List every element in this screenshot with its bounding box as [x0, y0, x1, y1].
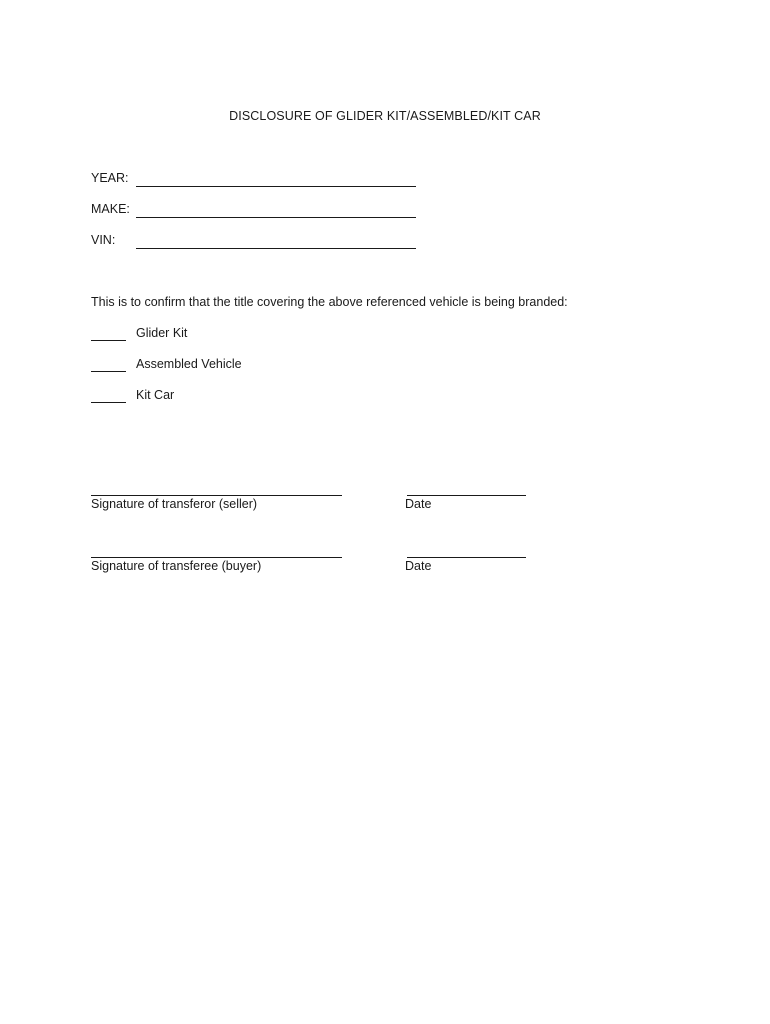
glider-kit-blank[interactable] [91, 340, 126, 341]
vin-input-line[interactable] [136, 248, 416, 249]
glider-kit-label: Glider Kit [136, 326, 188, 340]
make-field [91, 202, 431, 220]
option-assembled-vehicle [91, 357, 391, 375]
make-input-line[interactable] [136, 217, 416, 218]
transferee-date-label: Date [405, 559, 432, 573]
transferor-date-label: Date [405, 497, 432, 511]
transferor-signature-line[interactable] [91, 495, 342, 496]
year-label: YEAR: [91, 171, 129, 185]
transferee-signature-label: Signature of transferee (buyer) [91, 559, 262, 573]
transferor-signature-label: Signature of transferor (seller) [91, 497, 258, 511]
transferor-date-line[interactable] [407, 495, 526, 496]
option-glider-kit [91, 326, 391, 344]
vin-label: VIN: [91, 233, 116, 247]
make-label: MAKE: [91, 202, 130, 216]
assembled-vehicle-label: Assembled Vehicle [136, 357, 242, 371]
assembled-vehicle-blank[interactable] [91, 371, 126, 372]
vin-field [91, 233, 431, 251]
document-title: DISCLOSURE OF GLIDER KIT/ASSEMBLED/KIT CAR [229, 109, 541, 123]
branding-statement: This is to confirm that the title covering the above referenced vehicle is being branded: [91, 295, 568, 309]
transferee-signature-line[interactable] [91, 557, 342, 558]
kit-car-blank[interactable] [91, 402, 126, 403]
kit-car-label: Kit Car [136, 388, 175, 402]
option-kit-car [91, 388, 391, 406]
transferee-date-line[interactable] [407, 557, 526, 558]
year-input-line[interactable] [136, 186, 416, 187]
year-field [91, 171, 431, 189]
